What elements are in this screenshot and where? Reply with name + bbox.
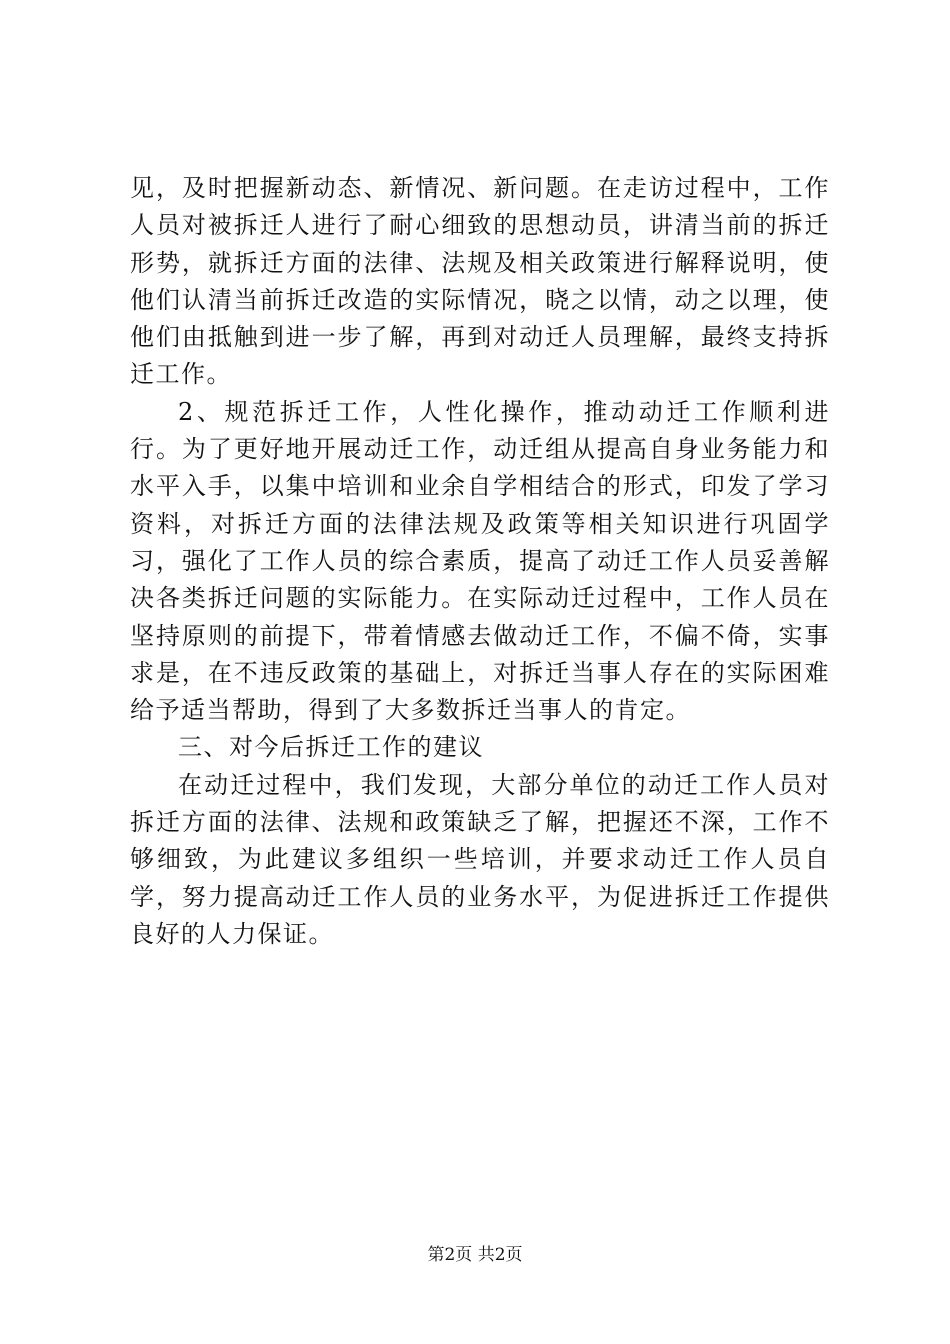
paragraph-section-2: 2、规范拆迁工作，人性化操作，推动动迁工作顺利进行。为了更好地开展动迁工作，动迁组从提高自身业务能力和水平入手，以集中培训和业余自学相结合的形式，印发了学习资料，对拆迁方面的法律法规及政策等相关知识进行巩固学习，强化了工作人员的综合素质，提高了动迁工作人员妥善解决各类拆迁问题的实际能力。在实际动迁过程中，工作人员在坚持原则的前提下，带着情感去做动迁工作，不偏不倚，实事求是，在不违反政策的基础上，对拆迁当事人存在的实际困难给予适当帮助，得到了大多数拆迁当事人的肯定。 xyxy=(130,397,830,725)
section-heading-3: 三、对今后拆迁工作的建议 xyxy=(178,733,484,762)
document-body xyxy=(130,170,830,953)
paragraph-suggestions: 在动迁过程中，我们发现，大部分单位的动迁工作人员对拆迁方面的法律、法规和政策缺乏了解，把握还不深，工作不够细致，为此建议多组织一些培训，并要求动迁工作人员自学，努力提高动迁工作人员的业务水平，为促进拆迁工作提供良好的人力保证。 xyxy=(130,770,830,948)
page-number-footer: 第2页 共2页 xyxy=(427,1245,523,1265)
paragraph-continuation: 见，及时把握新动态、新情况、新问题。在走访过程中，工作人员对被拆迁人进行了耐心细致的思想动员，讲清当前的拆迁形势，就拆迁方面的法律、法规及相关政策进行解释说明，使他们认清当前拆迁改造的实际情况，晓之以情，动之以理，使他们由抵触到进一步了解，再到对动迁人员理解，最终支持拆迁工作。 xyxy=(130,174,830,389)
